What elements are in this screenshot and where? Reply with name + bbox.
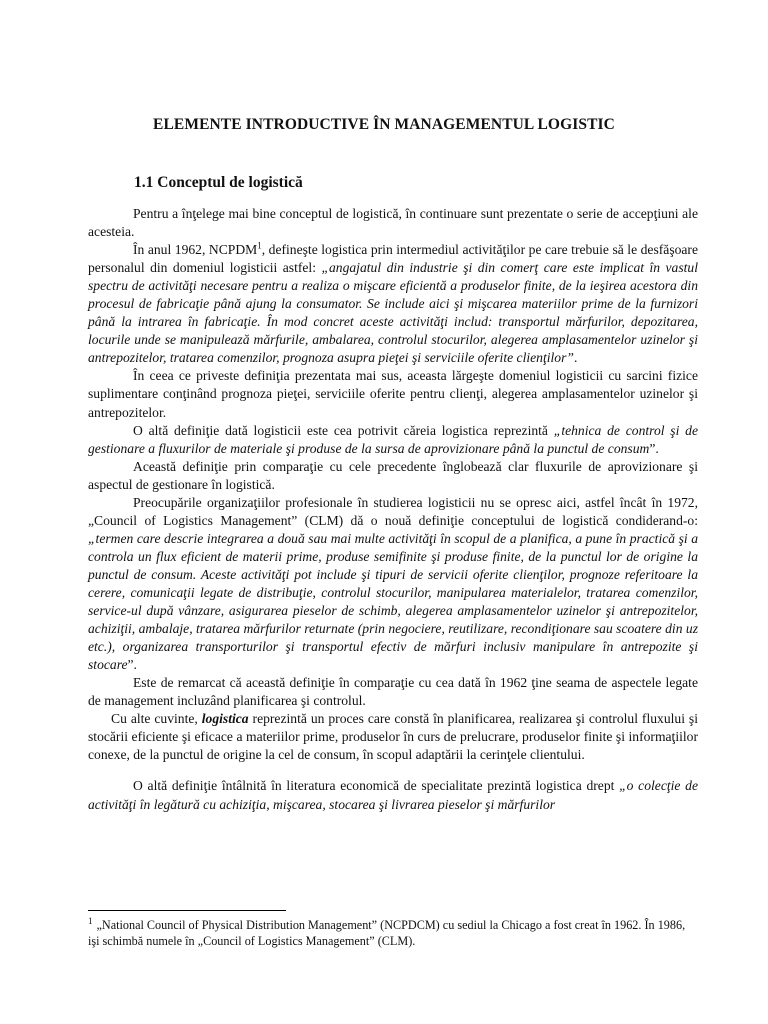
paragraph-9 (88, 777, 698, 813)
paragraph-8-term: logistica (201, 711, 249, 727)
paragraph-2-end: . (573, 350, 578, 366)
paragraph-4-quote: „tehnica de control şi de gestionare a fluxurilor de materiale şi produse de la sursa de aprovizionare până la punctul de consum (88, 422, 698, 456)
footnote-text: „National Council of Physical Distribution Management” (NCPDCM) cu sediul la Chicago a fost creat în 1962. În 1986, işi schimbă numele în „Council of Logistics Management” (CLM). (88, 918, 686, 948)
footnote-separator (88, 910, 286, 911)
paragraph-8-text-a: Cu alte cuvinte, (111, 711, 202, 727)
paragraph-6-text: Preocupările organizaţiilor profesionale în studierea logisticii nu se opresc aici, astfel încât în 1972, „Council of Logistics Management” (CLM) dă o nouă definiţie conceptului de logistică condiderand-o: (88, 494, 698, 528)
paragraph-1: Pentru a înţelege mai bine conceptul de logistică, în continuare sunt prezentate o serie de accepţiuni ale acesteia. (88, 206, 698, 240)
footnote-number: 1 (88, 915, 93, 926)
section-heading: 1.1 Conceptul de logistică (134, 174, 303, 191)
paragraph-7: Este de remarcat că această definiţie în comparaţie cu cea dată în 1962 ţine seama de aspectele legate de management incluzând planificarea şi controlul. (88, 675, 698, 709)
document-body (88, 205, 698, 814)
paragraph-6-quote: „termen care descrie integrarea a două sau mai multe activităţi în scopul de a planifica, a pune în practică şi a controla un flux eficient de materii prime, produse semifinite şi produse finite, de la punctul lor de origine la punctul de consum. Aceste activităţi pot include şi tipuri de servicii oferite clienţilor, prognoze referitoare la cerere, comunicaţii legate de distribuţie, controlul stocurilor, manipularea materialelor, tratarea comenzilor, service-ul după vânzare, asigurarea pieselor de schimb, alegerea amplasamentelor uzinelor şi antrepozitelor, achiziţii, ambalaje, tratarea mărfurilor returnate (prin negociere, reutilizare, recondiţionare sau scoatere din uz etc.), organizarea transporturilor şi transportul efectiv de mărfuri inclusiv manipulare în antrepozite şi stocare (88, 530, 698, 673)
paragraph-8 (88, 710, 698, 764)
paragraph-9-text: O altă definiţie întâlnită în literatura economică de specialitate prezintă logistica drept (133, 778, 620, 794)
paragraph-6-end: ”. (127, 657, 137, 673)
paragraph-8-text-b: reprezintă un proces care constă în planificarea, realizarea şi controlul fluxului şi stocării eficiente şi eficace a materiilor prime, produselor în curs de prelucrare, produselor finite şi informaţiilor conexe, de la punctul de origine la cel de consum, în scopul adaptării la cerinţele clientului. (88, 711, 698, 763)
paragraph-2-text-b: , defineşte logistica prin intermediul activităţilor pe care trebuie să le desfăşoare personalul din domeniul logisticii astfel: (88, 242, 698, 276)
paragraph-4-end: ”. (649, 440, 659, 456)
paragraph-3: În ceea ce priveste definiţia prezentata mai sus, aceasta lărgeşte domeniul logisticii cu sarcini fizice suplimentare conţinând prognoza pieţei, serviciile oferite pentru clienţi, alegerea amplasamentelor uzinelor şi antrepozitelor. (88, 368, 698, 420)
paragraph-9-quote: „o colecţie de activităţi în legătură cu achiziţia, mişcarea, stocarea şi livrarea pieselor şi mărfurilor (88, 778, 698, 812)
paragraph-4 (88, 422, 698, 458)
paragraph-2-quote: „angajatul din industrie şi din comerţ care este implicat în vastul spectru de activităţi necesare pentru a realiza o mişcare eficientă a produselor finite, de la ieşirea acestora din procesul de fabricaţie până ajung la consumator. Se include aici şi mişcarea materiilor prime de la furnizori până la intrarea în fabricaţie. În mod concret aceste activităţi includ: transportul mărfurilor, depozitarea, locurile unde se manipulează mărfurile, ambalarea, controlul stocurilor, alegerea amplasamentelor uzinelor şi antrepozitelor, tratarea comenzilor, prognoza asupra pieţei şi serviciile oferite clienţilor” (88, 260, 698, 366)
paragraph-6 (88, 494, 698, 674)
footnote-reference[interactable]: 1 (257, 240, 262, 251)
paragraph-5: Această definiţie prin comparaţie cu cele precedente înglobează clar fluxurile de aprovizionare şi aspectul de gestionare în logistică. (88, 458, 698, 492)
footnote (88, 917, 698, 949)
paragraph-4-text: O altă definiţie dată logisticii este cea potrivit căreia logistica reprezintă (133, 422, 554, 438)
paragraph-2-text-a: În anul 1962, NCPDM (133, 242, 258, 258)
page-title: ELEMENTE INTRODUCTIVE ÎN MANAGEMENTUL LOGISTIC (153, 116, 615, 133)
paragraph-2 (88, 241, 698, 367)
